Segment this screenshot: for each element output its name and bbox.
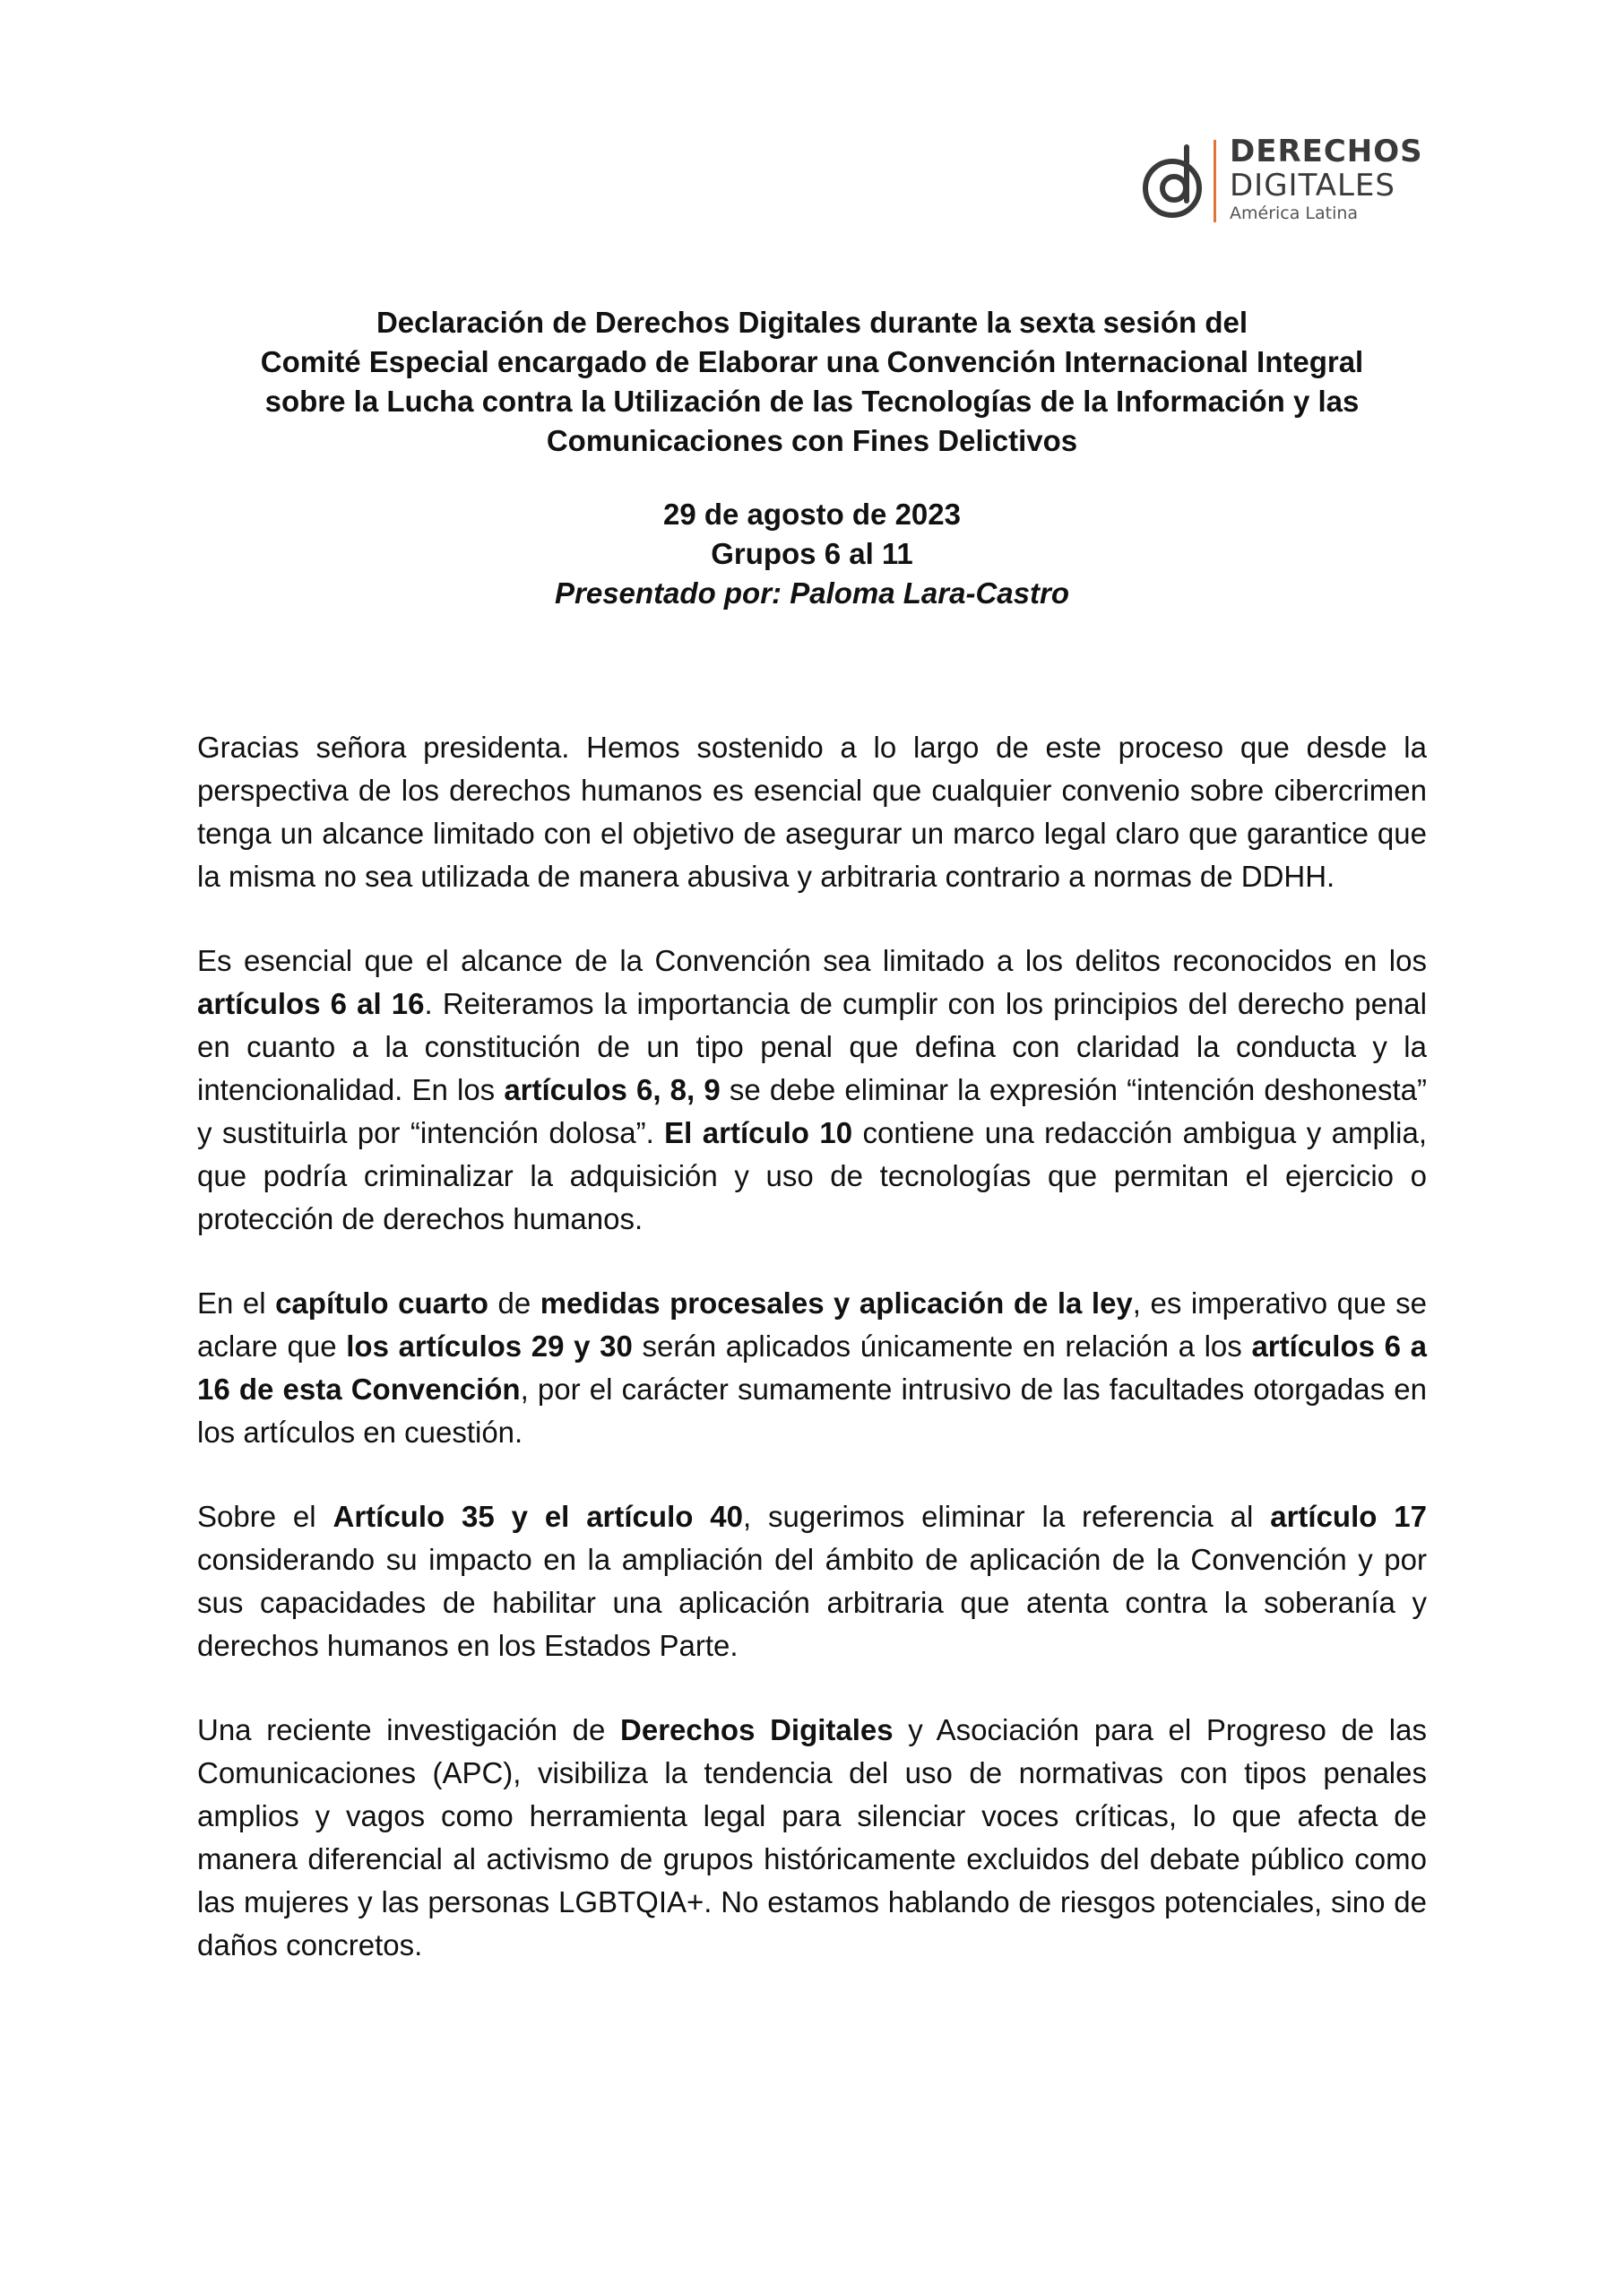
text-run: Es esencial que el alcance de la Convención sea limitado a los delitos reconocidos en los <box>197 944 1427 977</box>
text-run: , es imperativo que se aclare que <box>197 1286 1427 1363</box>
text-run: y Asociación para el Progreso de las Comunicaciones (APC), visibiliza la tendencia del uso de normativas con tipos penales amplios y vagos como herramienta legal para silenciar voces críticas, lo que afecta de manera diferencial al activismo de grupos históricamente excluidos del debate público como las mujeres y las personas LGBTQIA+. No estamos hablando de riesgos potenciales, sino de daños concretos. <box>197 1713 1427 1962</box>
title-line: Comité Especial encargado de Elaborar una Convención Internacional Integral <box>260 345 1364 378</box>
logo-wordmark <box>1230 134 1423 224</box>
paragraph-5 <box>197 1709 1427 1967</box>
text-run: , sugerimos eliminar la referencia al <box>742 1500 1271 1533</box>
paragraph-3 <box>197 1282 1427 1454</box>
document-body <box>197 726 1427 2008</box>
paragraph-2 <box>197 940 1427 1241</box>
logo-line-derechos: DERECHOS <box>1230 134 1423 169</box>
bold-text-run: artículo 17 <box>1270 1500 1427 1533</box>
title-line: Comunicaciones con Fines Delictivos <box>546 424 1078 457</box>
bold-text-run: capítulo cuarto <box>275 1286 488 1320</box>
bold-text-run: El artículo 10 <box>664 1116 853 1149</box>
bold-text-run: artículos 6, 8, 9 <box>504 1073 721 1106</box>
document-date: 29 de agosto de 2023 <box>663 498 961 531</box>
title-line: Declaración de Derechos Digitales durante la sexta sesión del <box>376 306 1248 339</box>
logo-divider <box>1214 140 1216 222</box>
paragraph-1 <box>197 726 1427 898</box>
logo-line-digitales: DIGITALES <box>1230 168 1395 204</box>
bold-text-run: Derechos Digitales <box>620 1713 894 1746</box>
text-run: Una reciente investigación de <box>197 1713 621 1746</box>
text-run: de <box>488 1286 540 1320</box>
document-groups: Grupos 6 al 11 <box>711 537 913 570</box>
text-run: . Reiteramos la importancia de cumplir con los principios del derecho penal en cuanto a la constitución de un tipo penal que defina con claridad la conducta y la intencionalidad. En los <box>197 987 1427 1106</box>
document-meta <box>161 495 1463 613</box>
text-run: serán aplicados únicamente en relación a los <box>632 1329 1252 1363</box>
text-run: Gracias señora presidenta. Hemos sostenido a lo largo de este proceso que desde la perspectiva de los derechos humanos es esencial que cualquier convenio sobre cibercrimen tenga un alcance limitado con el objetivo de asegurar un marco legal claro que garantice que la misma no sea utilizada de manera abusiva y arbitraria contrario a normas de DDHH. <box>197 731 1427 893</box>
bold-text-run: artículos 6 a 16 de esta Convención <box>197 1329 1427 1406</box>
text-run: Sobre el <box>197 1500 333 1533</box>
at-sign-logo-icon <box>1140 142 1212 222</box>
text-run: En el <box>197 1286 276 1320</box>
bold-text-run: los artículos 29 y 30 <box>346 1329 633 1363</box>
paragraph-4 <box>197 1495 1427 1667</box>
bold-text-run: medidas procesales y aplicación de la ley <box>540 1286 1133 1320</box>
organization-logo <box>1140 134 1423 233</box>
text-run: se debe eliminar la expresión “intención deshonesta” y sustituirla por “intención dolosa”. <box>197 1073 1427 1149</box>
text-run: contiene una redacción ambigua y amplia, que podría criminalizar la adquisición y uso de tecnologías que permitan el ejercicio o protección de derechos humanos. <box>197 1116 1427 1235</box>
title-line: sobre la Lucha contra la Utilización de las Tecnologías de la Información y las <box>264 385 1360 418</box>
document-title <box>161 303 1463 461</box>
text-run: , por el carácter sumamente intrusivo de las facultades otorgadas en los artículos en cuestión. <box>197 1373 1427 1449</box>
bold-text-run: Artículo 35 y el artículo 40 <box>333 1500 743 1533</box>
text-run: considerando su impacto en la ampliación del ámbito de aplicación de la Convención y por sus capacidades de habilitar una aplicación arbitraria que atenta contra la soberanía y derechos humanos en los Estados Parte. <box>197 1543 1427 1662</box>
logo-line-region: América Latina <box>1230 204 1359 223</box>
document-presenter: Presentado por: Paloma Lara-Castro <box>555 576 1069 610</box>
bold-text-run: artículos 6 al 16 <box>197 987 425 1020</box>
